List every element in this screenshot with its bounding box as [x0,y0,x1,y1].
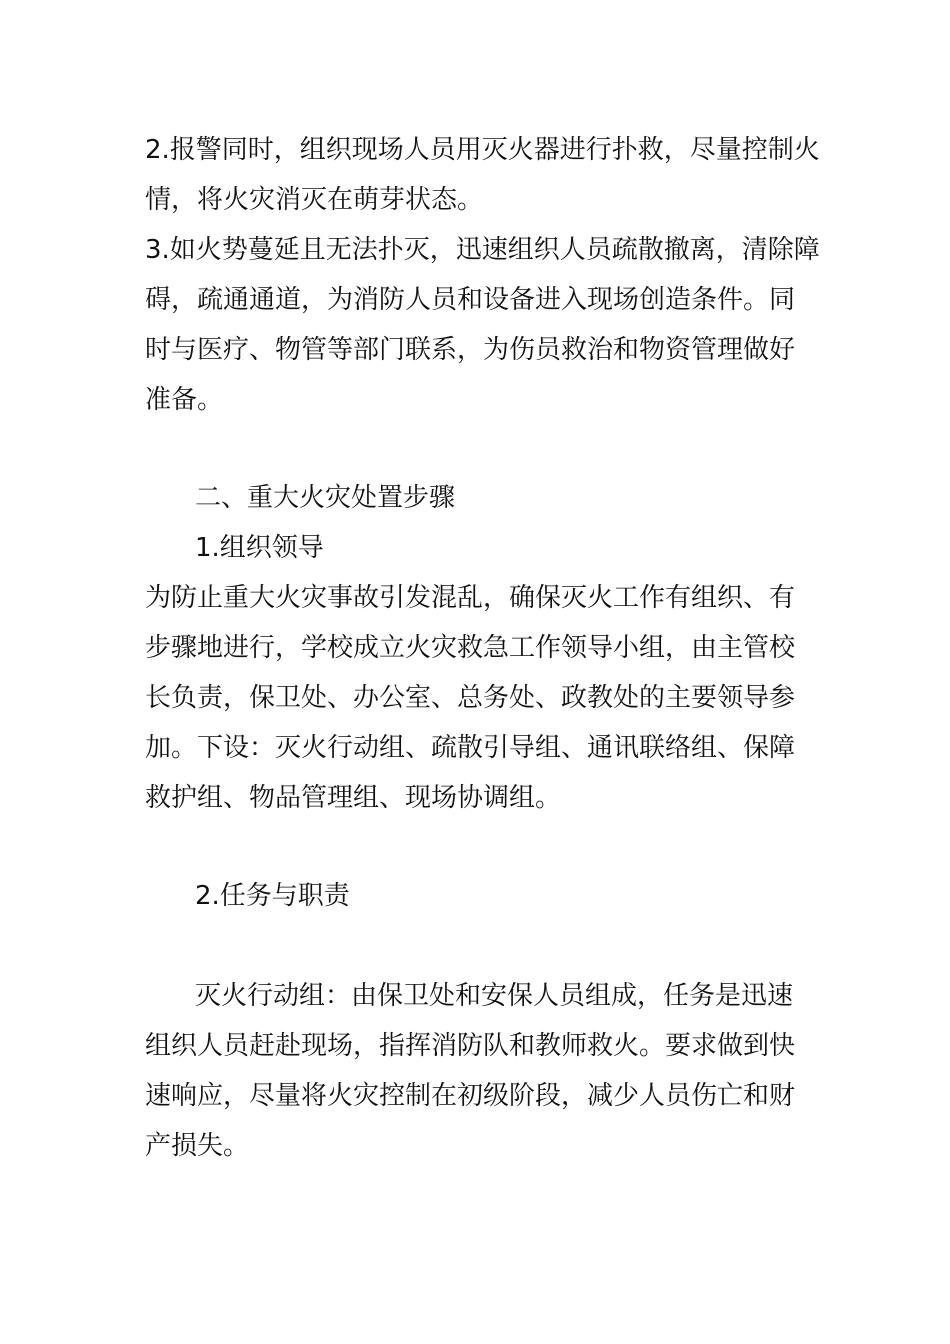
subsection-heading: 1.组织领导 [195,533,324,563]
paragraph-line: 步骤地进行，学校成立火灾救急工作领导小组，由主管校 [145,633,796,663]
section-heading: 二、重大火灾处置步骤 [195,483,456,513]
paragraph-line: 碍，疏通通道，为消防人员和设备进入现场创造条件。同 [145,285,796,315]
paragraph-line: 加。下设：灭火行动组、疏散引导组、通讯联络组、保障 [145,733,796,763]
paragraph-line: 救护组、物品管理组、现场协调组。 [145,783,562,813]
paragraph-line: 为防止重大火灾事故引发混乱，确保灭火工作有组织、有 [145,583,796,613]
paragraph-line: 速响应，尽量将火灾控制在初级阶段，减少人员伤亡和财 [145,1081,796,1111]
paragraph-line: 情，将火灾消灭在萌芽状态。 [145,185,484,215]
paragraph-line: 准备。 [145,385,224,415]
paragraph-line: 长负责，保卫处、办公室、总务处、政教处的主要领导参 [145,683,796,713]
paragraph-line: 灭火行动组：由保卫处和安保人员组成，任务是迅速 [195,981,794,1011]
paragraph-line: 时与医疗、物管等部门联系，为伤员救治和物资管理做好 [145,335,796,365]
paragraph-line: 3.如火势蔓延且无法扑灭，迅速组织人员疏散撤离，清除障 [145,235,820,265]
subsection-heading: 2.任务与职责 [195,881,350,911]
paragraph-line: 产损失。 [145,1131,250,1161]
paragraph-line: 组织人员赶赴现场，指挥消防队和教师救火。要求做到快 [145,1031,796,1061]
paragraph-line: 2.报警同时，组织现场人员用灭火器进行扑救，尽量控制火 [145,135,820,165]
